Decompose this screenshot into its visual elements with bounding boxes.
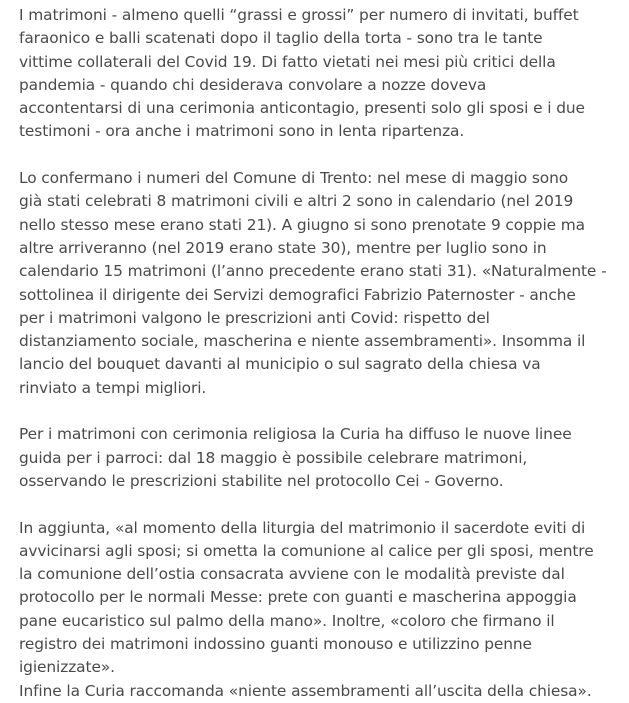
paragraph-liturgy-rules: In aggiunta, «al momento della liturgia del matrimonio il sacerdote eviti di avvicinarsi agli sposi; si ometta la comunione al calice per gli sposi, mentre la comunione dell’ostia consacrata avviene con le modalità previste dal protocollo per le normali Messe: prete con guanti e mascherina appoggia pane eucaristico sul palmo della mano». Inoltre, «coloro che firmano il registro dei matrimoni indossino guanti monouso e utilizzino penne igienizzate». <box>19 518 594 677</box>
paragraph-intro: I matrimoni - almeno quelli “grassi e grossi” per numero di invitati, buffet faraonico e balli scatenati dopo il taglio della torta - sono tra le tante vittime collaterali del Covid 19. Di fatto vietati nei mesi più critici della pandemia - quando chi desiderava convolare a nozze doveva accontentarsi di una cerimonia anticontagio, presenti solo gli sposi e i due testimoni - ora anche i matrimoni sono in lenta ripartenza. <box>19 6 585 141</box>
paragraph-curia-guidelines: Per i matrimoni con cerimonia religiosa la Curia ha diffuso le nuove linee guida per i parroci: dal 18 maggio è possibile celebrare matrimoni, osservando le prescrizioni stabilite nel protocollo Cei - Governo. <box>19 425 572 490</box>
paragraph-closing: Infine la Curia raccomanda «niente assembramenti all’uscita della chiesa». <box>19 681 592 700</box>
paragraph-trento-numbers: Lo confermano i numeri del Comune di Trento: nel mese di maggio sono già stati celebrati 8 matrimoni civili e altri 2 sono in calendario (nel 2019 nello stesso mese erano stati 21). A giugno si sono prenotate 9 coppie ma altre arriveranno (nel 2019 erano state 30), mentre per luglio sono in calendario 15 matrimoni (l’anno precedente erano stati 31). «Naturalmente - sottolinea il dirigente dei Servizi demografici Fabrizio Paternoster - anche per i matrimoni valgono le prescrizioni anti Covid: rispetto del distanziamento sociale, mascherina e niente assembramenti». Insomma il lancio del bouquet davanti al municipio o sul sagrato della chiesa va rinviato a tempi migliori. <box>19 169 607 397</box>
article-body <box>19 4 623 703</box>
